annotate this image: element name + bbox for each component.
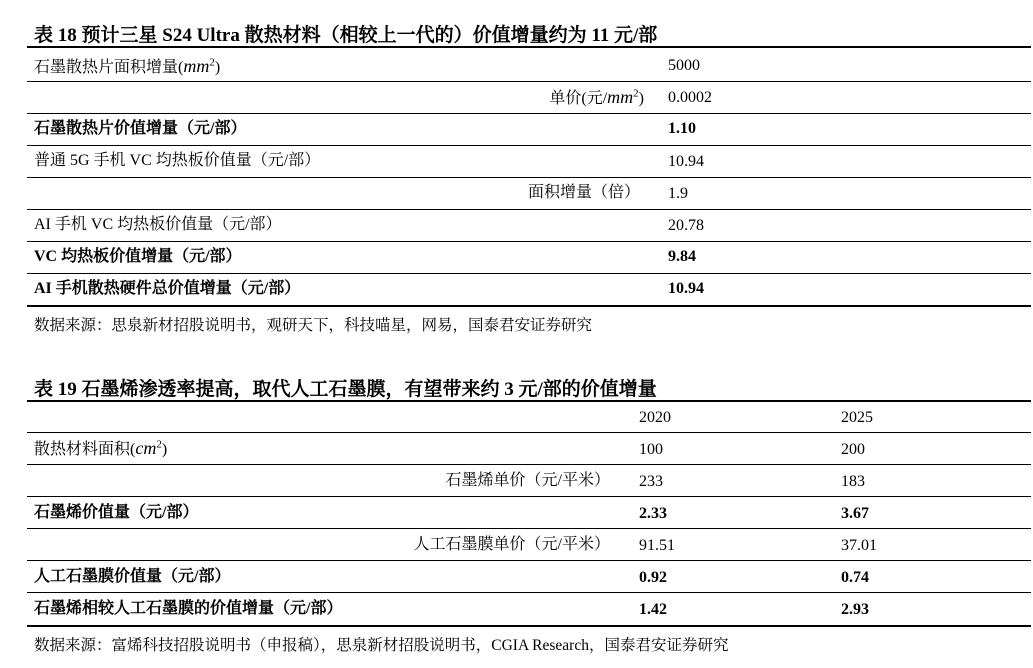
table19-row-label: 石墨烯相较人工石墨膜的价值增量（元/部） bbox=[34, 600, 343, 617]
divider bbox=[27, 81, 1031, 82]
divider bbox=[27, 432, 1031, 433]
table19-row-label: 石墨烯单价（元/平米） bbox=[445, 472, 610, 489]
table18-row-value: 9.84 bbox=[668, 248, 696, 265]
table18-row-value: 10.94 bbox=[668, 153, 704, 170]
table18-row-label: 普通 5G 手机 VC 均热板价值量（元/部） bbox=[34, 152, 321, 169]
table18-row-value: 1.9 bbox=[668, 185, 688, 202]
divider bbox=[27, 209, 1031, 210]
divider bbox=[27, 273, 1031, 274]
table19-value-2025: 37.01 bbox=[841, 537, 877, 554]
table19-header-2020: 2020 bbox=[639, 409, 671, 426]
table19-value-2025: 0.74 bbox=[841, 569, 869, 586]
divider bbox=[27, 560, 1031, 561]
table19-value-2025: 200 bbox=[841, 441, 865, 458]
divider bbox=[27, 177, 1031, 178]
table18-row-label: VC 均热板价值增量（元/部） bbox=[34, 248, 242, 265]
table19-row-label: 人工石墨膜单价（元/平米） bbox=[413, 536, 610, 553]
table18-row-label: 石墨散热片价值增量（元/部） bbox=[34, 120, 247, 137]
table19-value-2020: 91.51 bbox=[639, 537, 675, 554]
table19-header-2025: 2025 bbox=[841, 409, 873, 426]
table18-row-value: 0.0002 bbox=[668, 89, 712, 106]
table18-row-label: AI 手机散热硬件总价值增量（元/部） bbox=[34, 280, 301, 297]
divider bbox=[27, 113, 1031, 114]
table19-value-2020: 1.42 bbox=[639, 601, 667, 618]
table18-row-label: 面积增量（倍） bbox=[527, 184, 640, 201]
table18-row-value: 10.94 bbox=[668, 280, 704, 297]
divider bbox=[27, 400, 1031, 402]
divider bbox=[27, 528, 1031, 529]
table18-row-value: 5000 bbox=[668, 57, 700, 74]
table18-row-label: 石墨散热片面积增量$(mm^2)$ bbox=[34, 56, 221, 76]
table18-row-label: 单价(元$/mm^2$) bbox=[549, 87, 644, 107]
table19-source: 数据来源：富烯科技招股说明书（申报稿），思泉新材招股说明书，CGIA Research，国泰君安证券研究 bbox=[34, 637, 729, 654]
table19-value-2020: 0.92 bbox=[639, 569, 667, 586]
divider bbox=[27, 145, 1031, 146]
table19-title: 表 19 石墨烯渗透率提高，取代人工石墨膜，有望带来约 3 元/部的价值增量 bbox=[34, 379, 657, 400]
table18-row-value: 1.10 bbox=[668, 120, 696, 137]
table19-value-2025: 183 bbox=[841, 473, 865, 490]
divider bbox=[27, 464, 1031, 465]
divider bbox=[27, 46, 1031, 48]
table19-value-2020: 100 bbox=[639, 441, 663, 458]
table19-value-2025: 3.67 bbox=[841, 505, 869, 522]
divider bbox=[27, 241, 1031, 242]
table19-value-2020: 233 bbox=[639, 473, 663, 490]
divider bbox=[27, 625, 1031, 627]
table19-value-2020: 2.33 bbox=[639, 505, 667, 522]
table18-title: 表 18 预计三星 S24 Ultra 散热材料（相较上一代的）价值增量约为 11 元/部 bbox=[34, 25, 658, 46]
table18-row-value: 20.78 bbox=[668, 217, 704, 234]
table19-row-label: 石墨烯价值量（元/部） bbox=[34, 504, 199, 521]
table19-value-2025: 2.93 bbox=[841, 601, 869, 618]
table18-row-label: AI 手机 VC 均热板价值量（元/部） bbox=[34, 216, 282, 233]
divider bbox=[27, 496, 1031, 497]
divider bbox=[27, 305, 1031, 307]
table19-row-label: 散热材料面积$(cm^2)$ bbox=[34, 438, 168, 458]
table19-row-label: 人工石墨膜价值量（元/部） bbox=[34, 568, 231, 585]
table18-source: 数据来源：思泉新材招股说明书，观研天下，科技喵星，网易，国泰君安证券研究 bbox=[34, 317, 593, 334]
divider bbox=[27, 592, 1031, 593]
